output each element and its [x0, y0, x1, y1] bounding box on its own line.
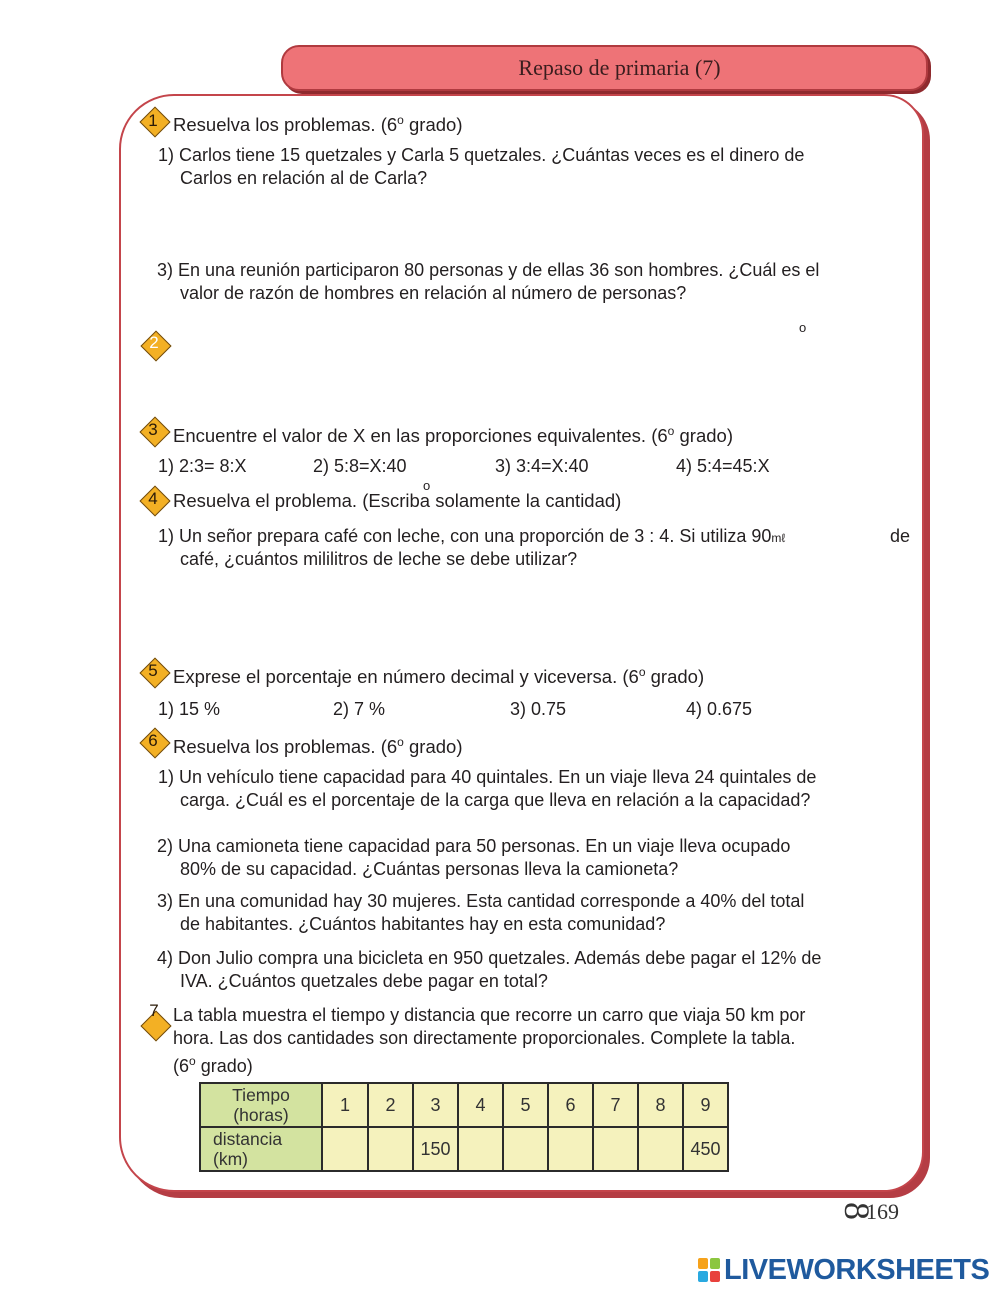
table-cell: 8: [638, 1083, 683, 1127]
problem-6-2-cont: 80% de su capacidad. ¿Cuántas personas lleva la camioneta?: [180, 859, 679, 879]
page-number: 8169: [837, 1199, 899, 1224]
page-title: Repaso de primaria (7): [518, 55, 721, 80]
header-tab: [281, 45, 928, 91]
problem-6-4-cont: IVA. ¿Cuántos quetzales debe pagar en total?: [180, 971, 548, 991]
section-number: 3: [148, 420, 158, 439]
problem-6-1: 1) Un vehículo tiene capacidad para 40 quintales. En un viaje lleva 24 quintales de: [158, 767, 817, 787]
section-number: 1: [148, 111, 158, 130]
section-5-title: Exprese el porcentaje en número decimal y viceversa. (6$^o$ grado): [173, 665, 705, 688]
problem-6-1-cont: carga. ¿Cuál es el porcentaje de la carga que lleva en relación a la capacidad?: [180, 790, 811, 810]
table-row: [200, 1127, 728, 1171]
percent-1: 1) 15 %: [158, 699, 221, 719]
proportion-1: 1) 2:3= 8:X: [158, 456, 247, 476]
section-7-line-1: La tabla muestra el tiempo y distancia que recorre un carro que viaja 50 km por: [173, 1005, 806, 1025]
problem-1-1-cont: Carlos en relación al de Carla?: [180, 168, 428, 188]
time-distance-table: [199, 1082, 729, 1172]
percent-4: 4) 0.675: [686, 699, 753, 719]
logo-icon: [698, 1258, 720, 1282]
table-cell: 7: [593, 1083, 638, 1127]
table-cell: 150: [413, 1127, 458, 1171]
table-cell: 2: [368, 1083, 413, 1127]
liveworksheets-logo: [698, 1255, 989, 1285]
section-number: 2: [149, 333, 159, 352]
problem-4-1-cont: café, ¿cuántos mililitros de leche se debe utilizar?: [180, 549, 578, 569]
section-7-line-3: (6$^o$ grado): [173, 1054, 253, 1076]
section-4-title: Resuelva el problema. (Escriba solamente la cantidad): [173, 490, 622, 511]
section-3-title: Encuentre el valor de X en las proporciones equivalentes. (6$^o$ grado): [173, 424, 733, 447]
table-cell: 5: [503, 1083, 548, 1127]
table-cell: 3: [413, 1083, 458, 1127]
answer-cell[interactable]: [638, 1127, 683, 1171]
problem-6-2: 2) Una camioneta tiene capacidad para 50 personas. En un viaje lleva ocupado: [157, 836, 791, 856]
percent-2: 2) 7 %: [333, 699, 386, 719]
problem-4-1-end: de: [890, 526, 911, 546]
problem-1-3: 3) En una reunión participaron 80 personas y de ellas 36 son hombres. ¿Cuál es el: [157, 260, 820, 280]
problem-1-3-cont: valor de razón de hombres en relación al número de personas?: [180, 283, 687, 303]
table-cell: 9: [683, 1083, 728, 1127]
degree-mark: o: [423, 478, 431, 493]
problem-6-3-cont: de habitantes. ¿Cuántos habitantes hay en esta comunidad?: [180, 914, 666, 934]
section-6-title: Resuelva los problemas. (6$^o$ grado): [173, 735, 463, 758]
proportion-2: 2) 5:8=X:40: [313, 456, 407, 476]
answer-cell[interactable]: [593, 1127, 638, 1171]
table-cell: 1: [322, 1083, 368, 1127]
table-header-time: Tiempo (horas): [200, 1083, 322, 1127]
section-number: 5: [148, 661, 158, 680]
table-cell: 4: [458, 1083, 503, 1127]
table-cell: 450: [683, 1127, 728, 1171]
percent-3: 3) 0.75: [510, 699, 567, 719]
proportion-3: 3) 3:4=X:40: [495, 456, 589, 476]
problem-1-1: 1) Carlos tiene 15 quetzales y Carla 5 quetzales. ¿Cuántas veces es el dinero de: [158, 145, 805, 165]
answer-cell[interactable]: [458, 1127, 503, 1171]
logo-text: LIVEWORKSHEETS: [724, 1253, 990, 1286]
degree-mark: o: [799, 320, 807, 335]
section-number: 4: [148, 489, 158, 508]
section-1-title: Resuelva los problemas. (6$^o$ grado): [173, 113, 463, 136]
section-7-line-2: hora. Las dos cantidades son directamente proporcionales. Complete la tabla.: [173, 1028, 796, 1048]
problem-6-3: 3) En una comunidad hay 30 mujeres. Esta cantidad corresponde a 40% del total: [157, 891, 805, 911]
problem-6-4: 4) Don Julio compra una bicicleta en 950 quetzales. Además debe pagar el 12% de: [157, 948, 822, 968]
table-header-distance: distancia (km): [200, 1127, 322, 1171]
section-number: 7: [149, 1001, 159, 1020]
problem-4-1: 1) Un señor prepara café con leche, con una proporción de 3 : 4. Si utiliza 90mℓ: [158, 526, 786, 546]
answer-cell[interactable]: [548, 1127, 593, 1171]
answer-cell[interactable]: [322, 1127, 368, 1171]
proportion-4: 4) 5:4=45:X: [676, 456, 770, 476]
answer-cell[interactable]: [368, 1127, 413, 1171]
table-row: [200, 1083, 728, 1127]
answer-cell[interactable]: [503, 1127, 548, 1171]
section-number: 6: [148, 731, 158, 750]
table-cell: 6: [548, 1083, 593, 1127]
